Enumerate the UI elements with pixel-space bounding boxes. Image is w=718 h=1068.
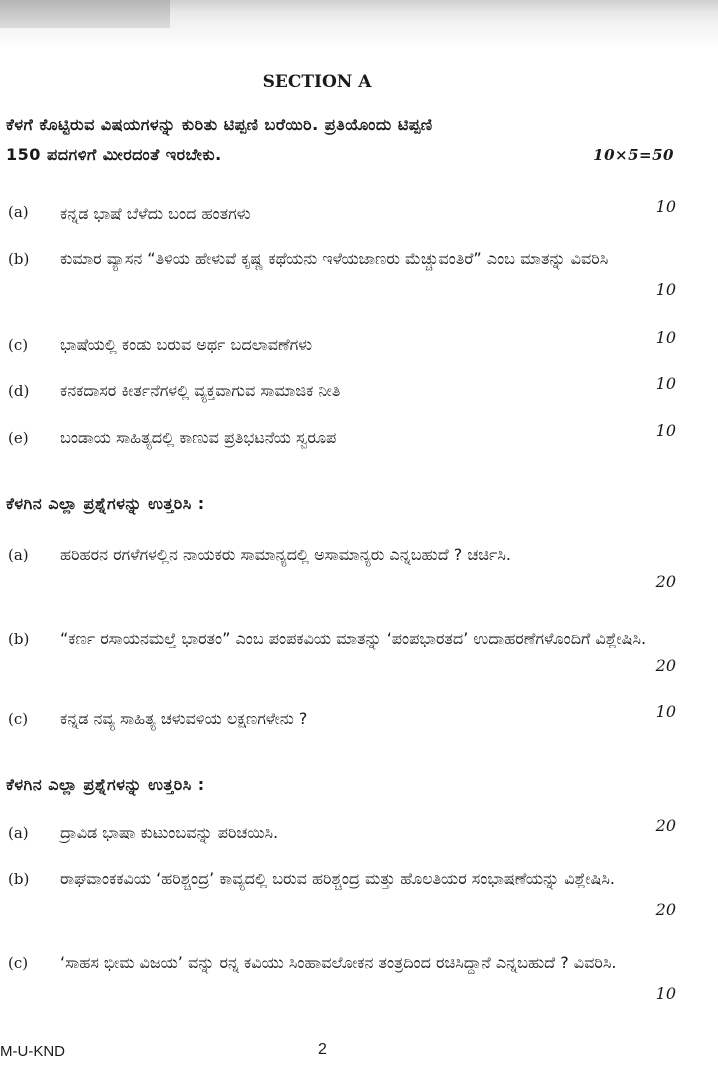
item-label: (b) [8,870,30,888]
q2-heading: ಕೆಳಗಿನ ಎಲ್ಲಾ ಪ್ರಶ್ನೆಗಳನ್ನು ಉತ್ತರಿಸಿ : [6,494,205,513]
item-label: (b) [8,250,30,268]
item-text: “ಕರ್ಣ ರಸಾಯನಮಲ್ತೆ ಭಾರತಂ” ಎಂಬ ಪಂಪಕವಿಯ ಮಾತನ್ನು ‘ಪಂಪಭಾರತದ’ ಉದಾಹರಣೆಗಳೊಂದಿಗೆ ವಿಶ್ಲೇಷಿಸಿ. [60,629,647,648]
q1-instruction-line2: 150 ಪದಗಳಿಗೆ ಮೀರದಂತೆ ಇರಬೇಕು. [6,145,222,164]
item-marks: 10 [655,374,676,393]
item-marks: 10 [655,421,676,440]
item-label: (a) [8,546,29,564]
section-title: SECTION A [262,72,372,92]
q1-instruction-line1: ಕೆಳಗೆ ಕೊಟ್ಟಿರುವ ವಿಷಯಗಳನ್ನು ಕುರಿತು ಟಿಪ್ಪಣಿ ಬರೆಯಿರಿ. ಪ್ರತಿಯೊಂದು ಟಿಪ್ಪಣಿ [6,115,433,134]
item-label: (c) [8,954,29,972]
item-marks: 10 [655,197,676,216]
item-marks: 20 [655,816,676,835]
item-marks: 10 [655,280,676,299]
item-marks: 20 [655,572,676,591]
item-label: (c) [8,710,29,728]
item-label: (a) [8,824,29,842]
page-number: 2 [318,1041,327,1058]
q1-instruction [6,110,674,170]
item-text: ಕುಮಾರ ವ್ಯಾಸನ “ತಿಳಿಯ ಹೇಳುವೆ ಕೃಷ್ಣ ಕಥೆಯನು ಇಳೆಯಜಾಣರು ಮೆಚ್ಚುವಂತಿರೆ” ಎಂಬ ಮಾತನ್ನು ವಿವರಿಸಿ [60,249,609,268]
q1-instruction-row [6,140,674,170]
item-label: (c) [8,336,29,354]
item-text: ಬಂಡಾಯ ಸಾಹಿತ್ಯದಲ್ಲಿ ಕಾಣುವ ಪ್ರತಿಭಟನೆಯ ಸ್ವರೂಪ [60,428,337,447]
item-text: ಕನ್ನಡ ಭಾಷೆ ಬೆಳೆದು ಬಂದ ಹಂತಗಳು [60,204,251,223]
item-text: ಕನ್ನಡ ನವ್ಯ ಸಾಹಿತ್ಯ ಚಳುವಳಿಯ ಲಕ್ಷಣಗಳೇನು ? [60,709,308,728]
item-text: ‘ಸಾಹಸ ಭೀಮ ವಿಜಯ’ ವನ್ನು ರನ್ನ ಕವಿಯು ಸಿಂಹಾವಲೋಕನ ತಂತ್ರದಿಂದ ರಚಿಸಿದ್ದಾನೆ ಎನ್ನಬಹುದೆ ? ವಿವರಿಸಿ. [60,953,617,972]
q3-heading: ಕೆಳಗಿನ ಎಲ್ಲಾ ಪ್ರಶ್ನೆಗಳನ್ನು ಉತ್ತರಿಸಿ : [6,775,205,794]
q1-total-marks: 10×5=50 [593,146,674,164]
item-text: ರಾಘವಾಂಕಕವಿಯ ‘ಹರಿಶ್ಚಂದ್ರ’ ಕಾವ್ಯದಲ್ಲಿ ಬರುವ ಹರಿಶ್ಚಂದ್ರ ಮತ್ತು ಹೊಲತಿಯರ ಸಂಭಾಷಣೆಯನ್ನು ವಿಶ್ಲೇಷಿಸಿ. [60,869,615,888]
item-marks: 20 [655,900,676,919]
item-marks: 10 [655,328,676,347]
item-marks: 10 [655,984,676,1003]
item-label: (a) [8,203,29,221]
item-text: ಭಾಷೆಯಲ್ಲಿ ಕಂಡು ಬರುವ ಅರ್ಥ ಬದಲಾವಣೆಗಳು [60,335,313,354]
paper-code: M-U-KND [0,1043,65,1060]
item-marks: 10 [655,702,676,721]
item-text: ದ್ರಾವಿಡ ಭಾಷಾ ಕುಟುಂಬವನ್ನು ಪರಿಚಯಿಸಿ. [60,823,279,842]
item-text: ಹರಿಹರನ ರಗಳೆಗಳಲ್ಲಿನ ನಾಯಕರು ಸಾಮಾನ್ಯದಲ್ಲಿ ಅಸಾಮಾನ್ಯರು ಎನ್ನಬಹುದೆ ? ಚರ್ಚಿಸಿ. [60,545,511,564]
scan-corner-shadow [0,0,170,28]
item-marks: 20 [655,656,676,675]
item-label: (d) [8,382,30,400]
item-label: (b) [8,630,30,648]
item-label: (e) [8,429,29,447]
item-text: ಕನಕದಾಸರ ಕೀರ್ತನೆಗಳಲ್ಲಿ ವ್ಯಕ್ತವಾಗುವ ಸಾಮಾಜಿಕ ನೀತಿ [60,381,341,400]
